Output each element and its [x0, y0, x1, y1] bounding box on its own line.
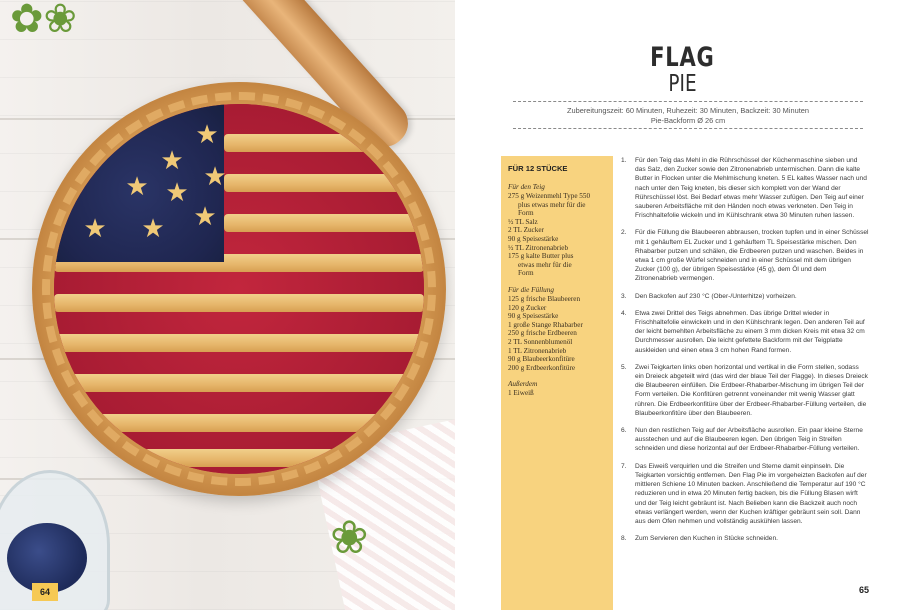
star-icon: ★	[195, 120, 219, 150]
step-number: 4.	[621, 309, 627, 317]
ingredients-section-heading: Für den Teig	[508, 183, 545, 191]
instructions-list	[621, 156, 869, 551]
step-text: Das Eiweiß verquirlen und die Streifen und Sterne damit einpinseln. Die Teigkarten vorsichtig entfernen. Den Flag Pie im vorgeheizten Backofen auf der mittleren Schiene 10 Minuten backen. Anschließend die Temperatur auf 190 °C reduzieren und in etwa 20 Minuten fertig backen, bis die Füllung Blasen wirft und der Teig leicht gebräunt ist. Nach Belieben kann die Backzeit auch noch etwas verlängert werden, wenn der Kuchen kräftiger gebräunt sein soll. Dann aus dem Ofen nehmen und vollständig auskühlen lassen.	[635, 462, 867, 525]
step-number: 8.	[621, 535, 627, 543]
pastry-stripe	[94, 414, 384, 432]
ingredient-line: plus etwas mehr für die	[518, 200, 586, 209]
pastry-stripe	[224, 134, 424, 152]
star-icon: ★	[160, 146, 184, 176]
step-number: 2.	[621, 229, 627, 237]
ingredient-line: 90 g Blaubeerkonfitüre	[508, 355, 575, 364]
page-number-left: 64	[32, 583, 58, 601]
flag-pie-image	[32, 82, 446, 496]
recipe-title	[455, 42, 910, 97]
title-line-1: FLAG	[650, 42, 715, 73]
step-number: 7.	[621, 462, 627, 470]
divider	[513, 101, 863, 102]
ingredient-line: ½ TL Salz	[508, 217, 538, 226]
flowers-decoration-icon: ❀	[330, 510, 369, 564]
ingredient-line: 275 g Weizenmehl Type 550	[508, 192, 591, 200]
step-number: 6.	[621, 427, 627, 435]
star-icon: ★	[141, 214, 165, 244]
title-line-2: PIE	[668, 71, 697, 97]
servings-heading: FÜR 12 STÜCKE	[508, 164, 568, 173]
star-icon: ★	[83, 214, 107, 244]
ingredients-sidebar	[501, 156, 613, 610]
pie-filling	[54, 104, 424, 474]
step-text: Für die Füllung die Blaubeeren abbrausen, trocken tupfen und in einer Schüssel mit 1 gehäuftem EL Zucker und 1 gehäuftem TL Speisestärke mischen. Den Rhabarber putzen und schälen, die Erdbeeren putzen und waschen. Beides in etwa 1 cm große Würfel schneiden und in einer Schüssel mit dem übrigen Zucker (100 g), der übrigen Speisestärke (45 g), dem Öl und dem Zitronenabrieb vermengen.	[635, 229, 869, 283]
ingredient-line: 250 g frische Erdbeeren	[508, 329, 577, 338]
step-text: Für den Teig das Mehl in die Rührschüssel der Küchenmaschine sieben und das Salz, den Zucker sowie den Zitronenabrieb untermischen. Dann die kalte Butter in Flocken unter die Mehlmischung kneten. 5 EL kaltes Wasser nach und nach unter den Teig kneten, bis dieser sich komplett von der Wand der Rührschüssel löst. Bei Bedarf etwas mehr Wasser zufügen. Den Teig auf einer sauberen Arbeitsfläche mit den Händen noch etwas verkneten. Den Teig in Frischhaltefolie wickeln und im Kühlschrank etwa 30 Minuten ruhen lassen.	[635, 157, 867, 220]
ingredient-line: 1 Eiweiß	[508, 389, 534, 398]
ingredient-line: 125 g frische Blaubeeren	[508, 294, 581, 303]
star-icon: ★	[125, 172, 149, 202]
step-number: 3.	[621, 292, 627, 300]
step-text: Zum Servieren den Kuchen in Stücke schneiden.	[635, 535, 778, 543]
instruction-step	[621, 292, 869, 301]
instruction-step	[621, 534, 869, 543]
pan-size: Pie-Backform Ø 26 cm	[650, 116, 726, 125]
ingredient-line: 1 TL Zitronenabrieb	[508, 346, 567, 355]
ingredient-line: 90 g Speisestärke	[508, 312, 559, 321]
ingredients-section-heading: Außerdem	[508, 380, 538, 389]
ingredient-line: 120 g Zucker	[508, 303, 547, 312]
instruction-step	[621, 426, 869, 454]
step-text: Den Backofen auf 230 °C (Ober-/Unterhitze) vorheizen.	[635, 292, 797, 300]
ingredient-line: 2 TL Sonnenblumenöl	[508, 337, 573, 346]
ingredient-line: 1 große Stange Rhabarber	[508, 320, 583, 329]
pastry-stripe	[54, 334, 424, 352]
star-icon: ★	[165, 178, 189, 208]
instruction-step	[621, 228, 869, 283]
pastry-stripe	[224, 214, 424, 232]
ingredient-line: 2 TL Zucker	[508, 226, 544, 235]
flowers-decoration-icon: ✿❀	[10, 0, 78, 42]
ingredient-line: 200 g Erdbeerkonfitüre	[508, 363, 576, 372]
ingredient-line: Form	[518, 269, 534, 278]
ingredients-section-heading: Für die Füllung	[508, 285, 554, 294]
right-page	[455, 0, 910, 610]
prep-info	[513, 106, 863, 126]
instruction-step	[621, 363, 869, 418]
instruction-step	[621, 156, 869, 220]
pastry-stripe	[54, 374, 424, 392]
pastry-stripe	[144, 449, 334, 467]
ingredient-line: Form	[518, 209, 534, 218]
step-text: Etwa zwei Drittel des Teigs abnehmen. Das übrige Drittel wieder in Frischhaltefolie einwickeln und in den Kühlschrank legen. Den anderen Teil auf der leicht bemehlten Arbeitsfläche zu einem 3 mm dicken Kreis mit etwa 32 cm Durchmesser ausrollen. Die leicht gefettete Backform mit der Teigplatte auskleiden und einen etwa 3 cm hohen Rand formen.	[635, 309, 865, 354]
pastry-stripe	[224, 174, 424, 192]
ingredient-line: etwas mehr für die	[518, 260, 572, 269]
page-number-right: 65	[859, 585, 870, 595]
star-icon: ★	[193, 202, 217, 232]
step-text: Nun den restlichen Teig auf der Arbeitsfläche ausrollen. Ein paar kleine Sterne ausstechen und auf die Blaubeeren legen. Den übrigen Teig in Streifen schneiden und diese horizontal auf der Erdbeer-Rhabarber-Füllung verteilen.	[635, 427, 863, 453]
ingredient-line: 175 g kalte Butter plus	[508, 252, 574, 261]
step-number: 5.	[621, 363, 627, 371]
ingredient-line: ½ TL Zitronenabrieb	[508, 243, 569, 252]
ingredient-line: 90 g Speisestärke	[508, 234, 559, 243]
pastry-stripe	[54, 294, 424, 312]
instruction-step	[621, 309, 869, 355]
divider	[513, 128, 863, 129]
prep-times: Zubereitungszeit: 60 Minuten, Ruhezeit: 30 Minuten, Backzeit: 30 Minuten	[567, 106, 809, 115]
instruction-step	[621, 462, 869, 526]
star-icon: ★	[203, 162, 227, 192]
step-number: 1.	[621, 157, 627, 164]
step-text: Zwei Teigkarten links oben horizontal und vertikal in die Form stellen, sodass ein Dreieck abgeteilt wird (das wird der blaue Teil der Flagge). In dieses Dreieck die Blaubeeren einfüllen. Die Erdbeer-Rhabarber-Mischung im übrigen Teil der Form verteilen. Die Konfitüren getrennt voneinander mit wenig Wasser glatt rühren. Die Erdbeerkonfitüre über der Erdbeer-Rhabarber-Füllung verteilen, die Blaubeerkonfitüre über den Blaubeeren.	[635, 363, 868, 417]
